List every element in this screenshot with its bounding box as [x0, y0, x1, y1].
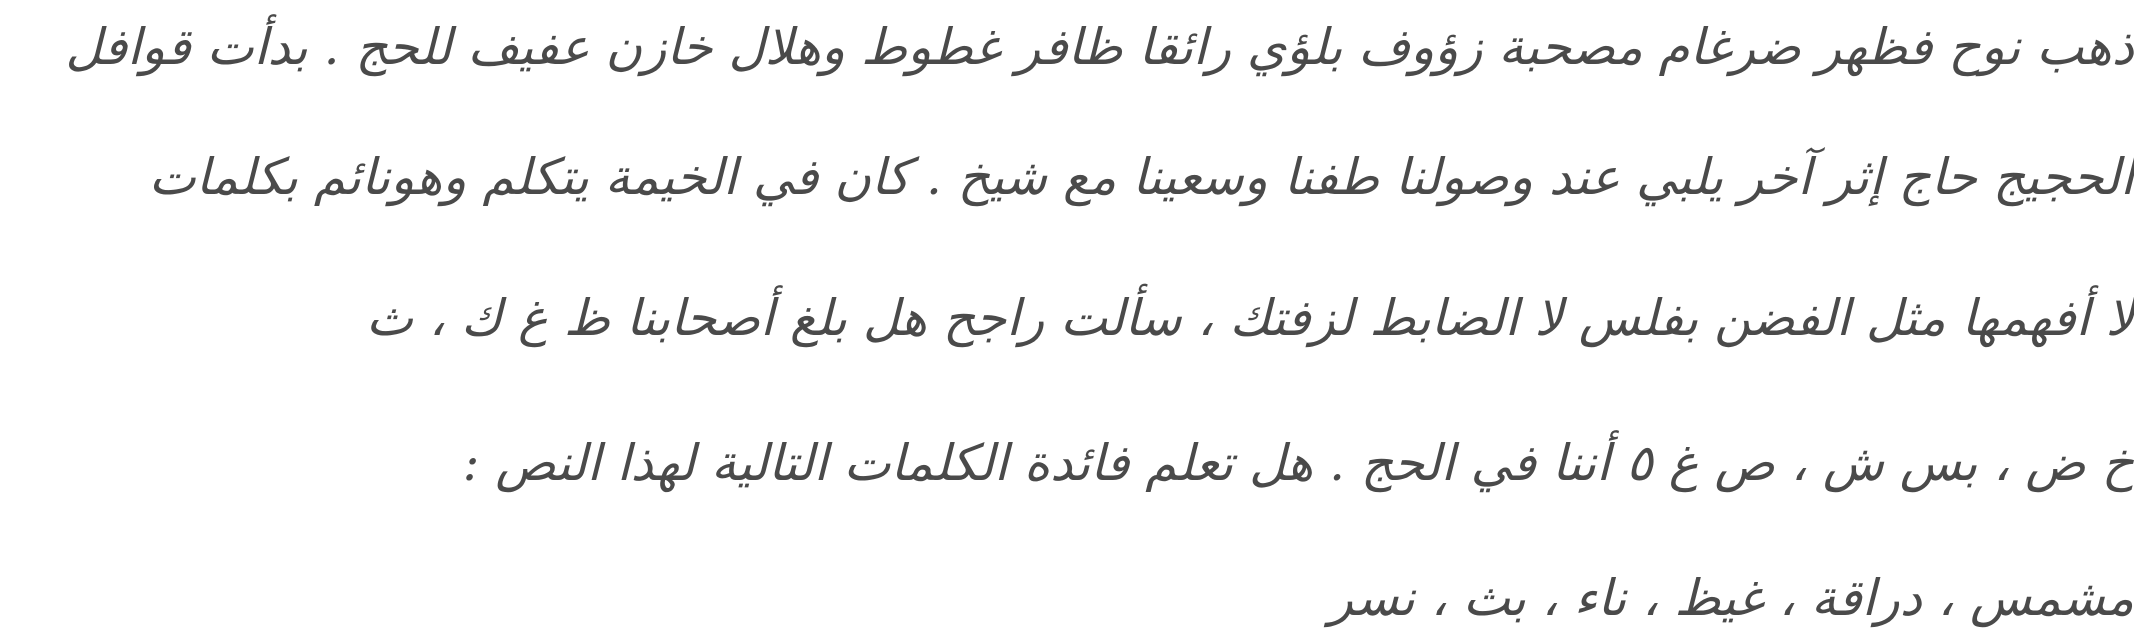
- text-line-4: خ ض ، بس ش ، ص غ ٥ أننا في الحج . هل تعلم فائدة الكلمات التالية لهذا النص :: [462, 434, 2134, 492]
- text-line-5: مشمس ، دراقة ، غيظ ، ناء ، بث ، نسر: [1328, 569, 2134, 627]
- text-line-1: ذهب نوح فظهر ضرغام مصحبة زؤوف بلؤي رائقا ظافر غطوط وهلال خازن عفيف للحج . بدأت قوافل: [65, 18, 2134, 76]
- text-line-3: لا أفهمها مثل الفضن بفلس لا الضابط لزفتك ، سألت راجح هل بلغ أصحابنا ظ غ ك ، ث: [366, 289, 2134, 347]
- text-line-2: الحجيج حاج إثر آخر يلبي عند وصولنا طفنا وسعينا مع شيخ . كان في الخيمة يتكلم وهونائم بكلمات: [148, 148, 2134, 206]
